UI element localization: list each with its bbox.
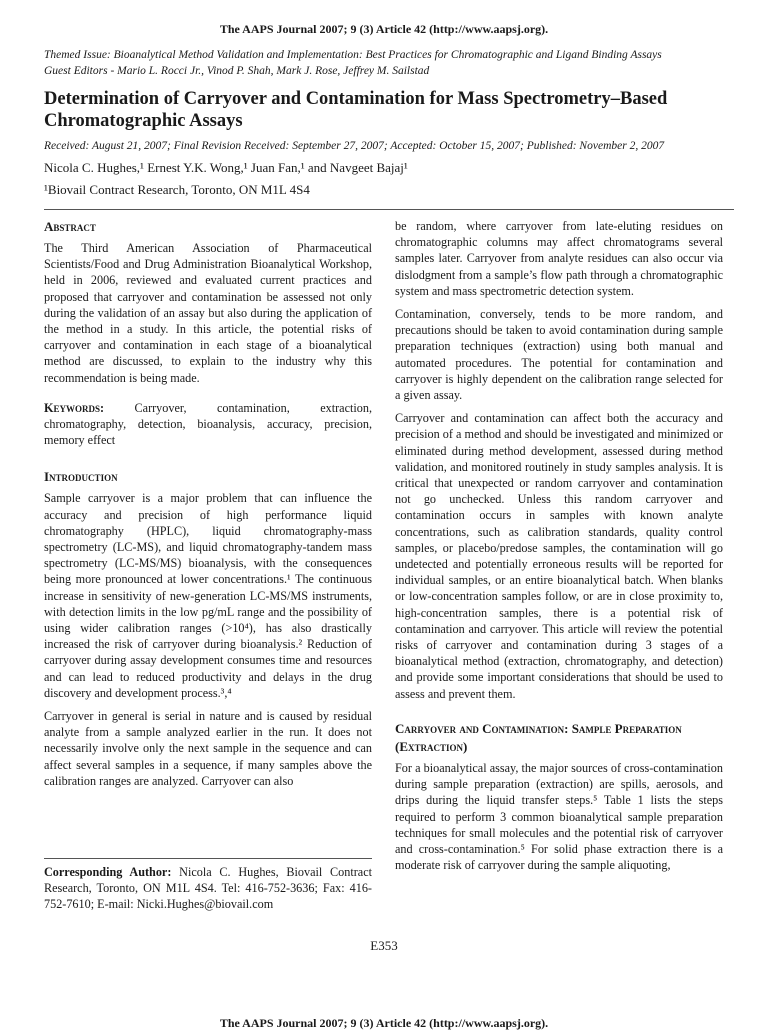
right-paragraph-2: Contamination, conversely, tends to be more random, and precautions should be taken to avoid contamination during sample preparation techniques (extraction) using both manual and automated procedures. The potential for contamination and carryover is highly dependent on the calibration range selected for a given assay.: [395, 307, 723, 403]
received-dates: Received: August 21, 2007; Final Revision Received: September 27, 2007; Accepted: October 15, 2007; Published: November 2, 2007: [44, 140, 665, 152]
keywords-text: Carryover, contamination, extraction, chromatography, detection, bioanalysis, accuracy, precision, memory effect: [44, 400, 372, 448]
introduction-paragraph-1: Sample carryover is a major problem that can influence the accuracy and precision of high performance liquid chromatography (HPLC), liquid chromatography-mass spectrometry (LC-MS), and liquid chromatography-tandem mass spectrometry (LC-MS/MS) bioanalysis, with the consequences being more pronounced at lower concentrations.¹ The continuous increase in sensitivity of new-generation LC-MS/MS instruments, with detection limits in the low pg/mL range and the possibility of using wider calibration ranges (>10⁴), has also drastically increased the risk of carryover during bioanalysis.² Reduction of carryover during assay development consumes time and resources and can lead to reduced productivity and delays in the drug discovery and development process.³,⁴: [44, 491, 372, 700]
keywords-label: Keywords:: [44, 400, 105, 415]
right-paragraph-3: Carryover and contamination can affect both the accuracy and precision of a method and should be investigated and minimized or eliminated during method development, assessed during method validation, and monitored routinely in study samples analysis. It is critical that unexpected or random carryover and contamination not go unchecked. Unless this random carryover and contamination occurs in samples with known analyte concentrations, such as calibration standards, quality control samples, or placebo/predose samples, the contamination will go undetected and potentially erroneous results will be reported for individual samples, or an entire bioanalytical batch. When blanks or low-concentration samples follow, or are in close proximity to, high-concentration samples, there is a potential risk of contamination and carryover. This article will review the potential risks of carryover and contamination during 3 stages of a bioanalytical method (extraction, chromatography, and detection) and provide some important considerations that should be used to assess and prevent them.: [395, 411, 723, 701]
header-divider: [44, 209, 734, 210]
right-paragraph-1: be random, where carryover from late-eluting residues on chromatographic columns may affect chromatograms several samples later. Carryover from analyte residues can also occur via dislodgment from a sample’s flow path through a chromatographic system and mass spectrometric detection system.: [395, 219, 723, 298]
page-number: E353: [370, 938, 398, 953]
affiliation: ¹Biovail Contract Research, Toronto, ON M1L 4S4: [44, 182, 310, 197]
keywords: [44, 400, 372, 449]
authors: Nicola C. Hughes,¹ Ernest Y.K. Wong,¹ Juan Fan,¹ and Navgeet Bajaj¹: [44, 160, 408, 175]
right-paragraph-4: For a bioanalytical assay, the major sources of cross-contamination during sample preparation (extraction) are spills, aerosols, and drips during the liquid transfer steps.⁵ Table 1 lists the steps required to perform 3 common bioanalytical sample preparation techniques for small molecules and the potential risk of carryover and cross-contamination.⁵ For solid phase extraction there is a moderate risk of carryover during the sample aliquoting,: [395, 760, 723, 873]
journal-header: [0, 22, 768, 37]
sample-preparation-heading: Carryover and Contamination: Sample Preparation (Extraction): [395, 720, 682, 754]
corresponding-label: Corresponding Author:: [44, 865, 172, 879]
right-column: [395, 218, 723, 880]
themed-issue-block: [44, 47, 734, 79]
introduction-paragraph-2: Carryover in general is serial in nature and is caused by residual analyte from a sample analyzed earlier in the run. It does not necessarily involve only the next sample in the sequence and can affect several samples in a sequence, if many samples above the calibration ranges are analyzed. Carryover can also: [44, 709, 372, 788]
journal-header-text: The AAPS Journal 2007; 9 (3) Article 42 (http://www.aapsj.org).: [219, 22, 549, 36]
journal-footer: The AAPS Journal 2007; 9 (3) Article 42 (http://www.aapsj.org).: [219, 1016, 549, 1030]
corresponding-text: Nicola C. Hughes, Biovail Contract Research, Toronto, ON M1L 4S4. Tel: 416-752-3636; Fax: 416-752-7610; E-mail: Nicki.Hughes@biovail.com: [44, 865, 373, 912]
abstract-text: The Third American Association of Pharmaceutical Scientists/Food and Drug Administration Bioanalytical Workshop, held in 2006, reviewed and evaluated current practices and proposed that carryover and contamination be assessed not only during the validation of an assay but also during the application of the method in a study. In this article, the potential risks of carryover and contamination in each stage of a bioanalytical method are discussed, to explain to the industry why this recommendation is being made.: [44, 241, 372, 385]
article-title: Determination of Carryover and Contamination for Mass Spectrometry–Based Chromatographic Assays: [44, 89, 668, 131]
abstract-heading: Abstract: [44, 219, 96, 234]
corresponding-divider: [44, 858, 372, 859]
themed-issue: Themed Issue: Bioanalytical Method Validation and Implementation: Best Practices for Chromatographic and Ligand Binding Assays: [44, 49, 662, 61]
introduction-heading: Introduction: [44, 469, 118, 485]
corresponding-author: [44, 864, 372, 913]
left-column: [44, 218, 372, 796]
guest-editors: Guest Editors - Mario L. Rocci Jr., Vinod P. Shah, Mark J. Rose, Jeffrey M. Sailstad: [44, 65, 430, 77]
